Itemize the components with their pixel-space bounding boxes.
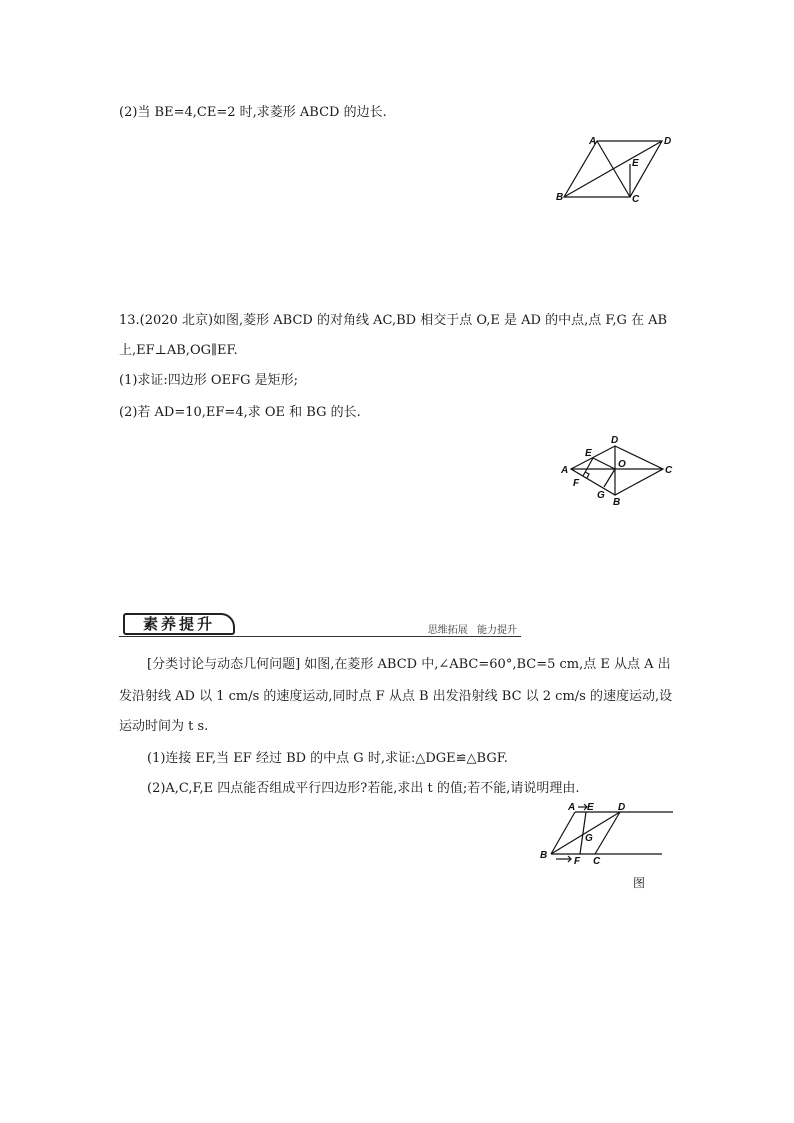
problem-stem-line1: [分类讨论与动态几何问题] 如图,在菱形 ABCD 中,∠ABC=60°,BC=5 cm,点 E 从点 A 出 [147,657,671,672]
q13-part1-text: (1)求证:四边形 OEFG 是矩形; [119,373,298,388]
q13-label-e: E [585,448,592,459]
q13-segment-oe [593,458,615,469]
q12-rhombus-figure [555,130,685,205]
q12-label-b: B [556,192,564,203]
fig-label-f: F [574,856,581,867]
q13-part2-text: (2)若 AD=10,EF=4,求 OE 和 BG 的长. [119,405,361,420]
q13-stem-line2: 上,EF⊥AB,OG∥EF. [119,343,238,358]
section-tag-2: 能力提升 [477,625,517,636]
problem-stem-line3: 运动时间为 t s. [119,719,209,734]
q13-segment-og [604,469,615,487]
section-banner [119,611,521,639]
q13-label-c: C [665,465,673,476]
section-title: 素养提升 [123,613,235,635]
side-dc [595,812,620,854]
q13-label-f: F [573,478,580,489]
q13-label-d: D [611,435,619,446]
section-tags [428,621,517,636]
fig-label-e: E [587,802,594,813]
q12-diagonal-bd [564,141,662,197]
fig-label-g: G [585,833,593,844]
q13-label-b: B [613,497,621,508]
side-ab [551,812,575,854]
q13-label-o: O [618,459,626,470]
q13-rhombus-figure [557,432,682,510]
problem-rhombus-figure [535,798,680,870]
q12-label-a: A [589,136,597,147]
problem-stem-line2: 发沿射线 AD 以 1 cm/s 的速度运动,同时点 F 从点 B 出发沿射线 BC 以 2 cm/s 的速度运动,设 [119,689,673,704]
q13-label-g: G [597,490,605,501]
fig-label-a: A [568,802,576,813]
section-tag-1: 思维拓展 [427,625,468,636]
figure-caption: 图 [633,876,646,890]
q12-label-d: D [664,136,672,147]
fig-label-c: C [593,856,601,867]
problem-part2-text: (2)A,C,F,E 四点能否组成平行四边形?若能,求出 t 的值;若不能,请说明理由. [147,781,580,796]
q12-part2-text: (2)当 BE=4,CE=2 时,求菱形 ABCD 的边长. [119,105,387,120]
q13-label-a: A [561,465,569,476]
banner-underline [119,636,521,637]
fig-label-b: B [540,850,548,861]
q12-label-e: E [632,158,639,169]
fig-label-d: D [618,802,626,813]
problem-part1-text: (1)连接 EF,当 EF 经过 BD 的中点 G 时,求证:△DGE≌△BGF. [147,751,508,766]
q13-stem-line1: 13.(2020 北京)如图,菱形 ABCD 的对角线 AC,BD 相交于点 O,E 是 AD 的中点,点 F,G 在 AB [119,313,668,328]
q12-label-c: C [632,194,640,205]
